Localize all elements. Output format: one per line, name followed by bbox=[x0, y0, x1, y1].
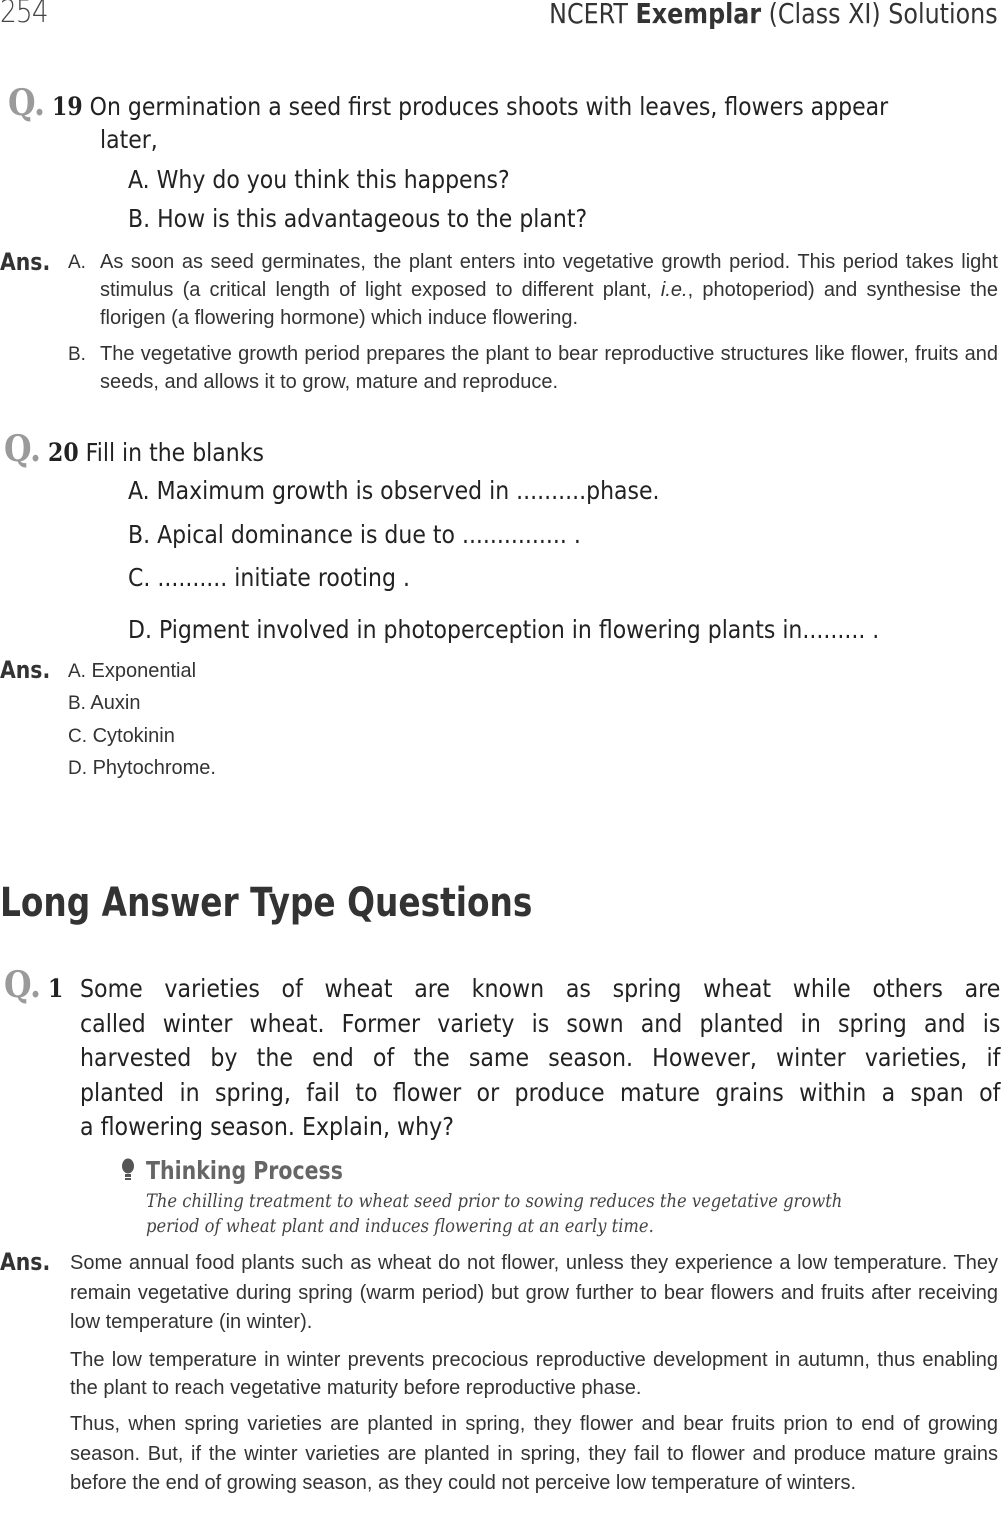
question-1-marker bbox=[4, 964, 63, 1006]
answer-b-text: The vegetative growth period prepares the plant to bear reproductive structures like flower, fruits and seeds, and allows it to grow, mature and reproduce. bbox=[100, 343, 998, 393]
question-part-a bbox=[128, 165, 510, 194]
part-text: Why do you think this happens? bbox=[156, 165, 510, 194]
question-part-b: B. Apical dominance is due to ............... . bbox=[128, 520, 581, 549]
lightbulb-icon bbox=[121, 1158, 135, 1189]
answer-b-label: B. bbox=[68, 344, 86, 365]
part-label: A. bbox=[128, 165, 150, 194]
answer-a: A. Exponential bbox=[68, 660, 197, 682]
answer-paragraph-2: The low temperature in winter prevents precocious reproductive development in autumn, thus enabling the plant to reach vegetative maturity before reproductive phase. bbox=[70, 1349, 998, 1399]
question-20 bbox=[4, 428, 264, 470]
answer-a-text: As soon as seed germinates, the plant enters into vegetative growth period. This period takes light stimulus (a critical length of light exposed to different plant, i.e., photoperiod) and synthesise the florigen (a flowering hormone) which induce flowering. bbox=[100, 251, 998, 329]
q-mark: Q. bbox=[4, 964, 42, 1006]
question-number: 19 bbox=[52, 92, 83, 121]
answer-paragraph-3: Thus, when spring varieties are planted in spring, they flower and bear fruits prion to end of growing season. But, if the winter varieties are planted in spring, they fail to flower and produce mature grains before the end of growing season, as they could not perceive low temperature of winters. bbox=[70, 1413, 998, 1494]
thinking-process-text: The chilling treatment to wheat seed prior to sowing reduces the vegetative growth period of wheat plant and induces flowering at an early time. bbox=[146, 1190, 843, 1237]
header-exemplar: Exemplar bbox=[635, 0, 762, 30]
answer-label: Ans. bbox=[0, 248, 51, 276]
question-text: Fill in the blanks bbox=[85, 438, 264, 467]
part-text: How is this advantageous to the plant? bbox=[157, 204, 588, 233]
part-label: B. bbox=[128, 204, 151, 233]
running-header bbox=[550, 0, 998, 30]
answer-a-label: A. bbox=[68, 252, 86, 273]
page-number: 254 bbox=[0, 0, 48, 30]
header-ncert: NCERT bbox=[549, 0, 629, 30]
question-part-c: C. .......... initiate rooting . bbox=[128, 563, 410, 592]
question-number: 1 bbox=[48, 974, 64, 1003]
q-mark: Q. bbox=[4, 428, 42, 470]
header-class: (Class XI) Solutions bbox=[769, 0, 998, 30]
question-part-a: A. Maximum growth is observed in ..........phase. bbox=[128, 476, 660, 505]
question-19 bbox=[8, 82, 1001, 124]
answer-label: Ans. bbox=[0, 656, 51, 684]
question-part-b bbox=[128, 204, 587, 233]
question-number: 20 bbox=[48, 438, 79, 467]
q-mark: Q. bbox=[8, 82, 46, 124]
thinking-process-title: Thinking Process bbox=[146, 1156, 343, 1185]
section-heading: Long Answer Type Questions bbox=[0, 880, 533, 926]
answer-c: C. Cytokinin bbox=[68, 725, 175, 747]
question-text-cont: later, bbox=[100, 125, 158, 154]
question-text: On germination a seed first produces shoots with leaves, flowers appear bbox=[89, 92, 889, 121]
answer-d: D. Phytochrome. bbox=[68, 757, 216, 779]
question-1-text: Some varieties of wheat are known as spring wheat while others are called winter wheat. Former variety is sown and planted in spring and is harvested by the end of the same season. However, winter varieties, if planted in spring, fail to flower or produce mature grains within a span of a flowering season. Explain, why? bbox=[80, 974, 1001, 1141]
answer-b: B. Auxin bbox=[68, 692, 141, 714]
question-part-d: D. Pigment involved in photoperception in flowering plants in......... . bbox=[128, 615, 880, 644]
answer-label: Ans. bbox=[0, 1248, 51, 1276]
answer-paragraph-1: Some annual food plants such as wheat do not flower, unless they experience a low temperature. They remain vegetative during spring (warm period) but grow further to bear flowers and fruits after receiving low temperature (in winter). bbox=[70, 1252, 998, 1333]
